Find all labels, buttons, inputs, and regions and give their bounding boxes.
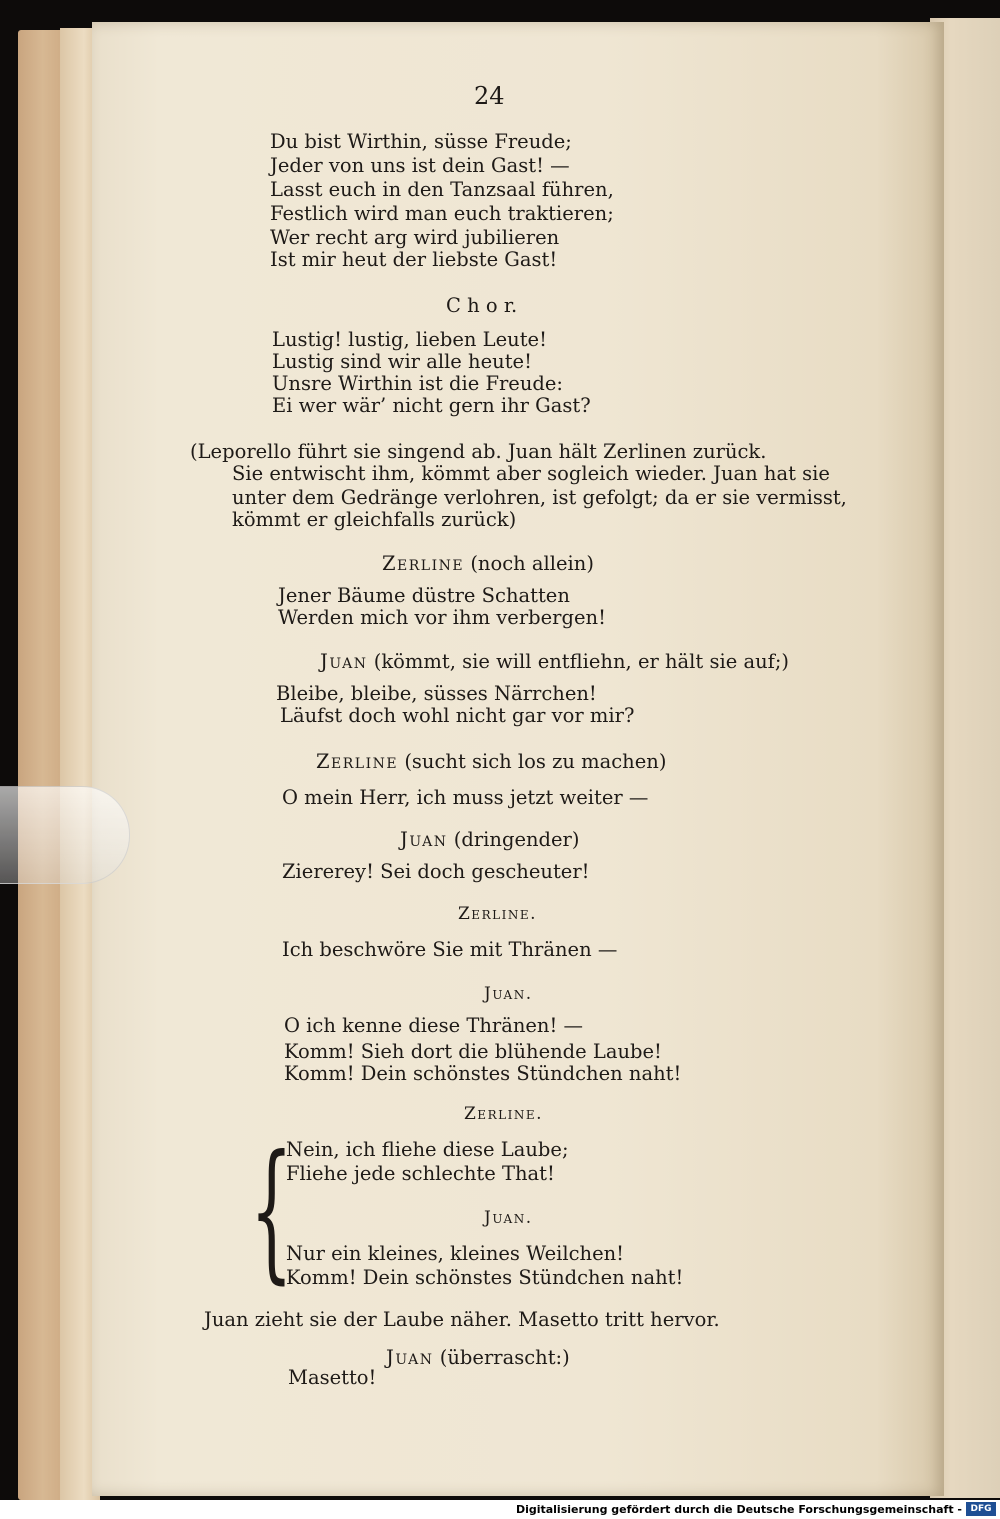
dfg-logo: DFG <box>966 1502 996 1516</box>
dialogue-line: Komm! Sieh dort die blühende Laube! <box>284 1040 662 1063</box>
dialogue-line: Ziererey! Sei doch gescheuter! <box>282 860 590 883</box>
speaker-name: Juan <box>400 828 448 851</box>
dialogue-line: Werden mich vor ihm verbergen! <box>278 606 606 629</box>
dialogue-line: Läufst doch wohl nicht gar vor mir? <box>280 704 635 727</box>
verse-line: Ist mir heut der liebste Gast! <box>270 248 558 271</box>
dialogue-line: Komm! Dein schönstes Stündchen naht! <box>286 1266 684 1289</box>
brace-icon: { <box>250 1124 293 1298</box>
verse-line: Unsre Wirthin ist die Freude: <box>272 372 563 395</box>
verse-line: Lasst euch in den Tanzsaal führen, <box>270 178 614 201</box>
dialogue-line: Fliehe jede schlechte That! <box>286 1162 555 1185</box>
speaker-name: Zerline <box>316 750 399 773</box>
stage-direction: Juan zieht sie der Laube näher. Masetto tritt hervor. <box>204 1308 720 1331</box>
speaker-name: Juan. <box>484 1208 533 1228</box>
dialogue-line: Komm! Dein schönstes Stündchen naht! <box>284 1062 682 1085</box>
speaker-name: Zerline. <box>464 1104 543 1124</box>
verse-line: Lustig sind wir alle heute! <box>272 350 532 373</box>
speaker-line <box>382 554 594 574</box>
dialogue-line: Masetto! <box>288 1366 377 1389</box>
speaker-direction: (kömmt, sie will entfliehn, er hält sie auf;) <box>373 650 790 673</box>
verse-line: Wer recht arg wird jubilieren <box>270 226 560 249</box>
verse-line: Lustig! lustig, lieben Leute! <box>272 328 547 351</box>
verse-line: Ei wer wär’ nicht gern ihr Gast? <box>272 394 591 417</box>
stage-direction: unter dem Gedränge verlohren, ist gefolgt; da er sie vermisst, <box>232 486 847 509</box>
page-clip <box>0 786 130 884</box>
dialogue-line: O mein Herr, ich muss jetzt weiter — <box>282 786 649 809</box>
dialogue-line: Bleibe, bleibe, süsses Närrchen! <box>276 682 597 705</box>
speaker-direction: (dringender) <box>453 828 580 851</box>
speaker-name: Zerline <box>382 552 465 575</box>
verse-line: Jeder von uns ist dein Gast! — <box>270 154 570 177</box>
page-number: 24 <box>474 82 505 110</box>
dialogue-line: Jener Bäume düstre Schatten <box>278 584 570 607</box>
verse-line: Festlich wird man euch traktieren; <box>270 202 614 225</box>
speaker-name: Juan <box>320 650 368 673</box>
dialogue-line: Nur ein kleines, kleines Weilchen! <box>286 1242 625 1265</box>
speaker-name: Juan <box>386 1346 434 1369</box>
speaker-direction: (noch allein) <box>470 552 594 575</box>
stage-direction: Sie entwischt ihm, kömmt aber sogleich wieder. Juan hat sie <box>232 462 830 485</box>
dialogue-line: O ich kenne diese Thränen! — <box>284 1014 584 1037</box>
speaker-name: Zerline. <box>458 904 537 924</box>
speaker-line <box>400 830 580 850</box>
speaker-line <box>316 752 666 772</box>
footer-credit: Digitalisierung gefördert durch die Deutsche Forschungsgemeinschaft - <box>515 1503 962 1516</box>
speaker-line <box>320 652 789 672</box>
dialogue-line: Ich beschwöre Sie mit Thränen — <box>282 938 618 961</box>
speaker-line <box>386 1348 570 1368</box>
stage-direction: kömmt er gleichfalls zurück) <box>232 508 517 531</box>
stage-direction: (Leporello führt sie singend ab. Juan hält Zerlinen zurück. <box>190 440 767 463</box>
speaker-direction: (sucht sich los zu machen) <box>404 750 667 773</box>
verse-line: Du bist Wirthin, süsse Freude; <box>270 130 572 153</box>
chor-heading: C h o r. <box>446 294 518 317</box>
dialogue-line: Nein, ich fliehe diese Laube; <box>286 1138 569 1161</box>
speaker-name: Juan. <box>484 984 533 1004</box>
speaker-direction: (überrascht:) <box>439 1346 570 1369</box>
